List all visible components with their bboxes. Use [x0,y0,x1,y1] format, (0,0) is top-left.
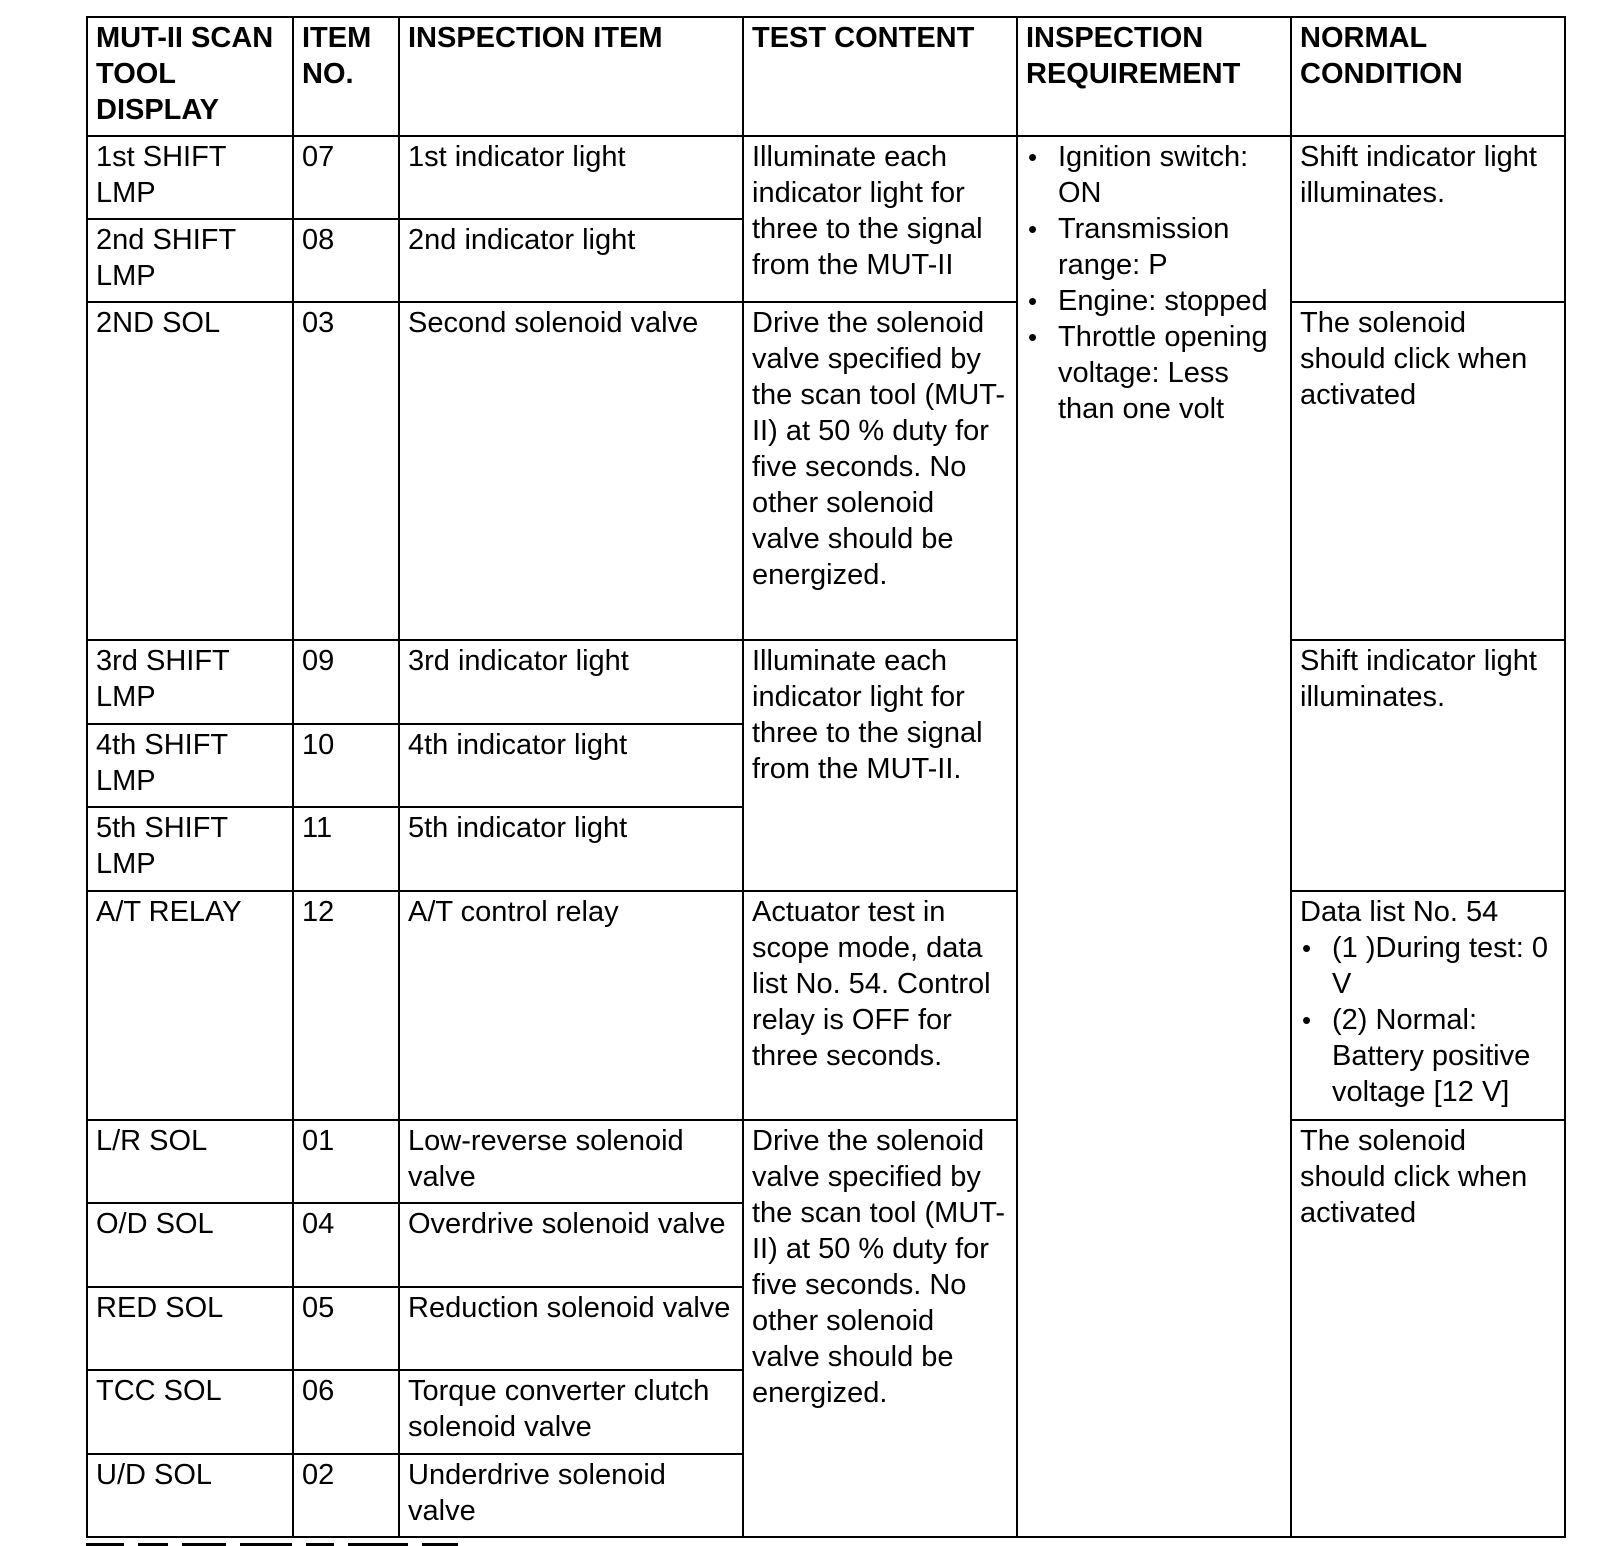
header-inspection-item: INSPECTION ITEM [399,17,743,136]
item-no-cell: 01 [293,1120,399,1203]
item-no-cell: 04 [293,1203,399,1286]
inspection-item-cell: Torque converter clutch solenoid valve [399,1370,743,1453]
inspection-requirement-cell [1017,136,1291,1537]
test-content-cell: Actuator test in scope mode, data list No. 54. Control relay is OFF for three seconds. [743,891,1017,1120]
test-content-cell: Drive the solenoid valve specified by the scan tool (MUT-II) at 50 % duty for five seconds. No other solenoid valve should be energized. [743,1120,1017,1537]
normal-condition-cell: Shift indicator light illuminates. [1291,136,1565,303]
display-cell: U/D SOL [87,1454,293,1537]
item-no-cell: 05 [293,1287,399,1370]
item-no-cell: 08 [293,219,399,302]
display-cell: 2ND SOL [87,302,293,640]
test-content-cell: Drive the solenoid valve specified by the scan tool (MUT-II) at 50 % duty for five seconds. No other solenoid valve should be energized. [743,302,1017,640]
item-no-cell: 10 [293,724,399,807]
display-cell: L/R SOL [87,1120,293,1203]
requirement-list [1026,139,1282,427]
test-content-cell: Illuminate each indicator light for three to the signal from the MUT-II. [743,640,1017,890]
header-row [87,17,1565,136]
item-no-cell: 06 [293,1370,399,1453]
display-cell: O/D SOL [87,1203,293,1286]
test-content-cell: Illuminate each indicator light for three to the signal from the MUT-II [743,136,1017,303]
inspection-item-cell: 4th indicator light [399,724,743,807]
list-item: • Throttle opening voltage: Less than one volt [1058,319,1282,427]
relay-normal-title: Data list No. 54 [1300,895,1499,928]
display-cell: 3rd SHIFT LMP [87,640,293,723]
inspection-item-cell: Underdrive solenoid valve [399,1454,743,1537]
display-cell: 4th SHIFT LMP [87,724,293,807]
header-normal-condition: NORMAL CONDITION [1291,17,1565,136]
header-test-content: TEST CONTENT [743,17,1017,136]
inspection-item-cell: Reduction solenoid valve [399,1287,743,1370]
inspection-item-cell: Low-reverse solenoid valve [399,1120,743,1203]
item-no-cell: 09 [293,640,399,723]
inspection-item-cell: 5th indicator light [399,807,743,890]
inspection-item-cell: 3rd indicator light [399,640,743,723]
table-row [87,640,1565,723]
table-row [87,302,1565,640]
cropped-text-fragment [86,1538,506,1546]
normal-condition-cell: Shift indicator light illuminates. [1291,640,1565,890]
item-no-cell: 03 [293,302,399,640]
inspection-item-cell: Overdrive solenoid valve [399,1203,743,1286]
normal-condition-cell: The solenoid should click when activated [1291,302,1565,640]
header-item-no: ITEM NO. [293,17,399,136]
display-cell: 1st SHIFT LMP [87,136,293,219]
actuator-test-table [86,16,1566,1538]
table-row [87,891,1565,1120]
table-row [87,1120,1565,1203]
display-cell: A/T RELAY [87,891,293,1120]
inspection-item-cell: 1st indicator light [399,136,743,219]
list-item: • Engine: stopped [1058,283,1282,319]
item-no-cell: 12 [293,891,399,1120]
relay-normal-list [1300,930,1556,1110]
inspection-item-cell: A/T control relay [399,891,743,1120]
table-row [87,136,1565,219]
inspection-item-cell: Second solenoid valve [399,302,743,640]
list-item: • (1 )During test: 0 V [1332,930,1556,1002]
item-no-cell: 07 [293,136,399,219]
list-item: • (2) Normal: Battery positive voltage [12 V] [1332,1002,1556,1110]
header-inspection-requirement: INSPECTION REQUIREMENT [1017,17,1291,136]
normal-condition-cell: The solenoid should click when activated [1291,1120,1565,1537]
display-cell: 2nd SHIFT LMP [87,219,293,302]
header-display: MUT-II SCAN TOOL DISPLAY [87,17,293,136]
display-cell: RED SOL [87,1287,293,1370]
normal-condition-cell [1291,891,1565,1120]
inspection-item-cell: 2nd indicator light [399,219,743,302]
display-cell: TCC SOL [87,1370,293,1453]
item-no-cell: 02 [293,1454,399,1537]
list-item: • Ignition switch: ON [1058,139,1282,211]
display-cell: 5th SHIFT LMP [87,807,293,890]
item-no-cell: 11 [293,807,399,890]
list-item: • Transmission range: P [1058,211,1282,283]
